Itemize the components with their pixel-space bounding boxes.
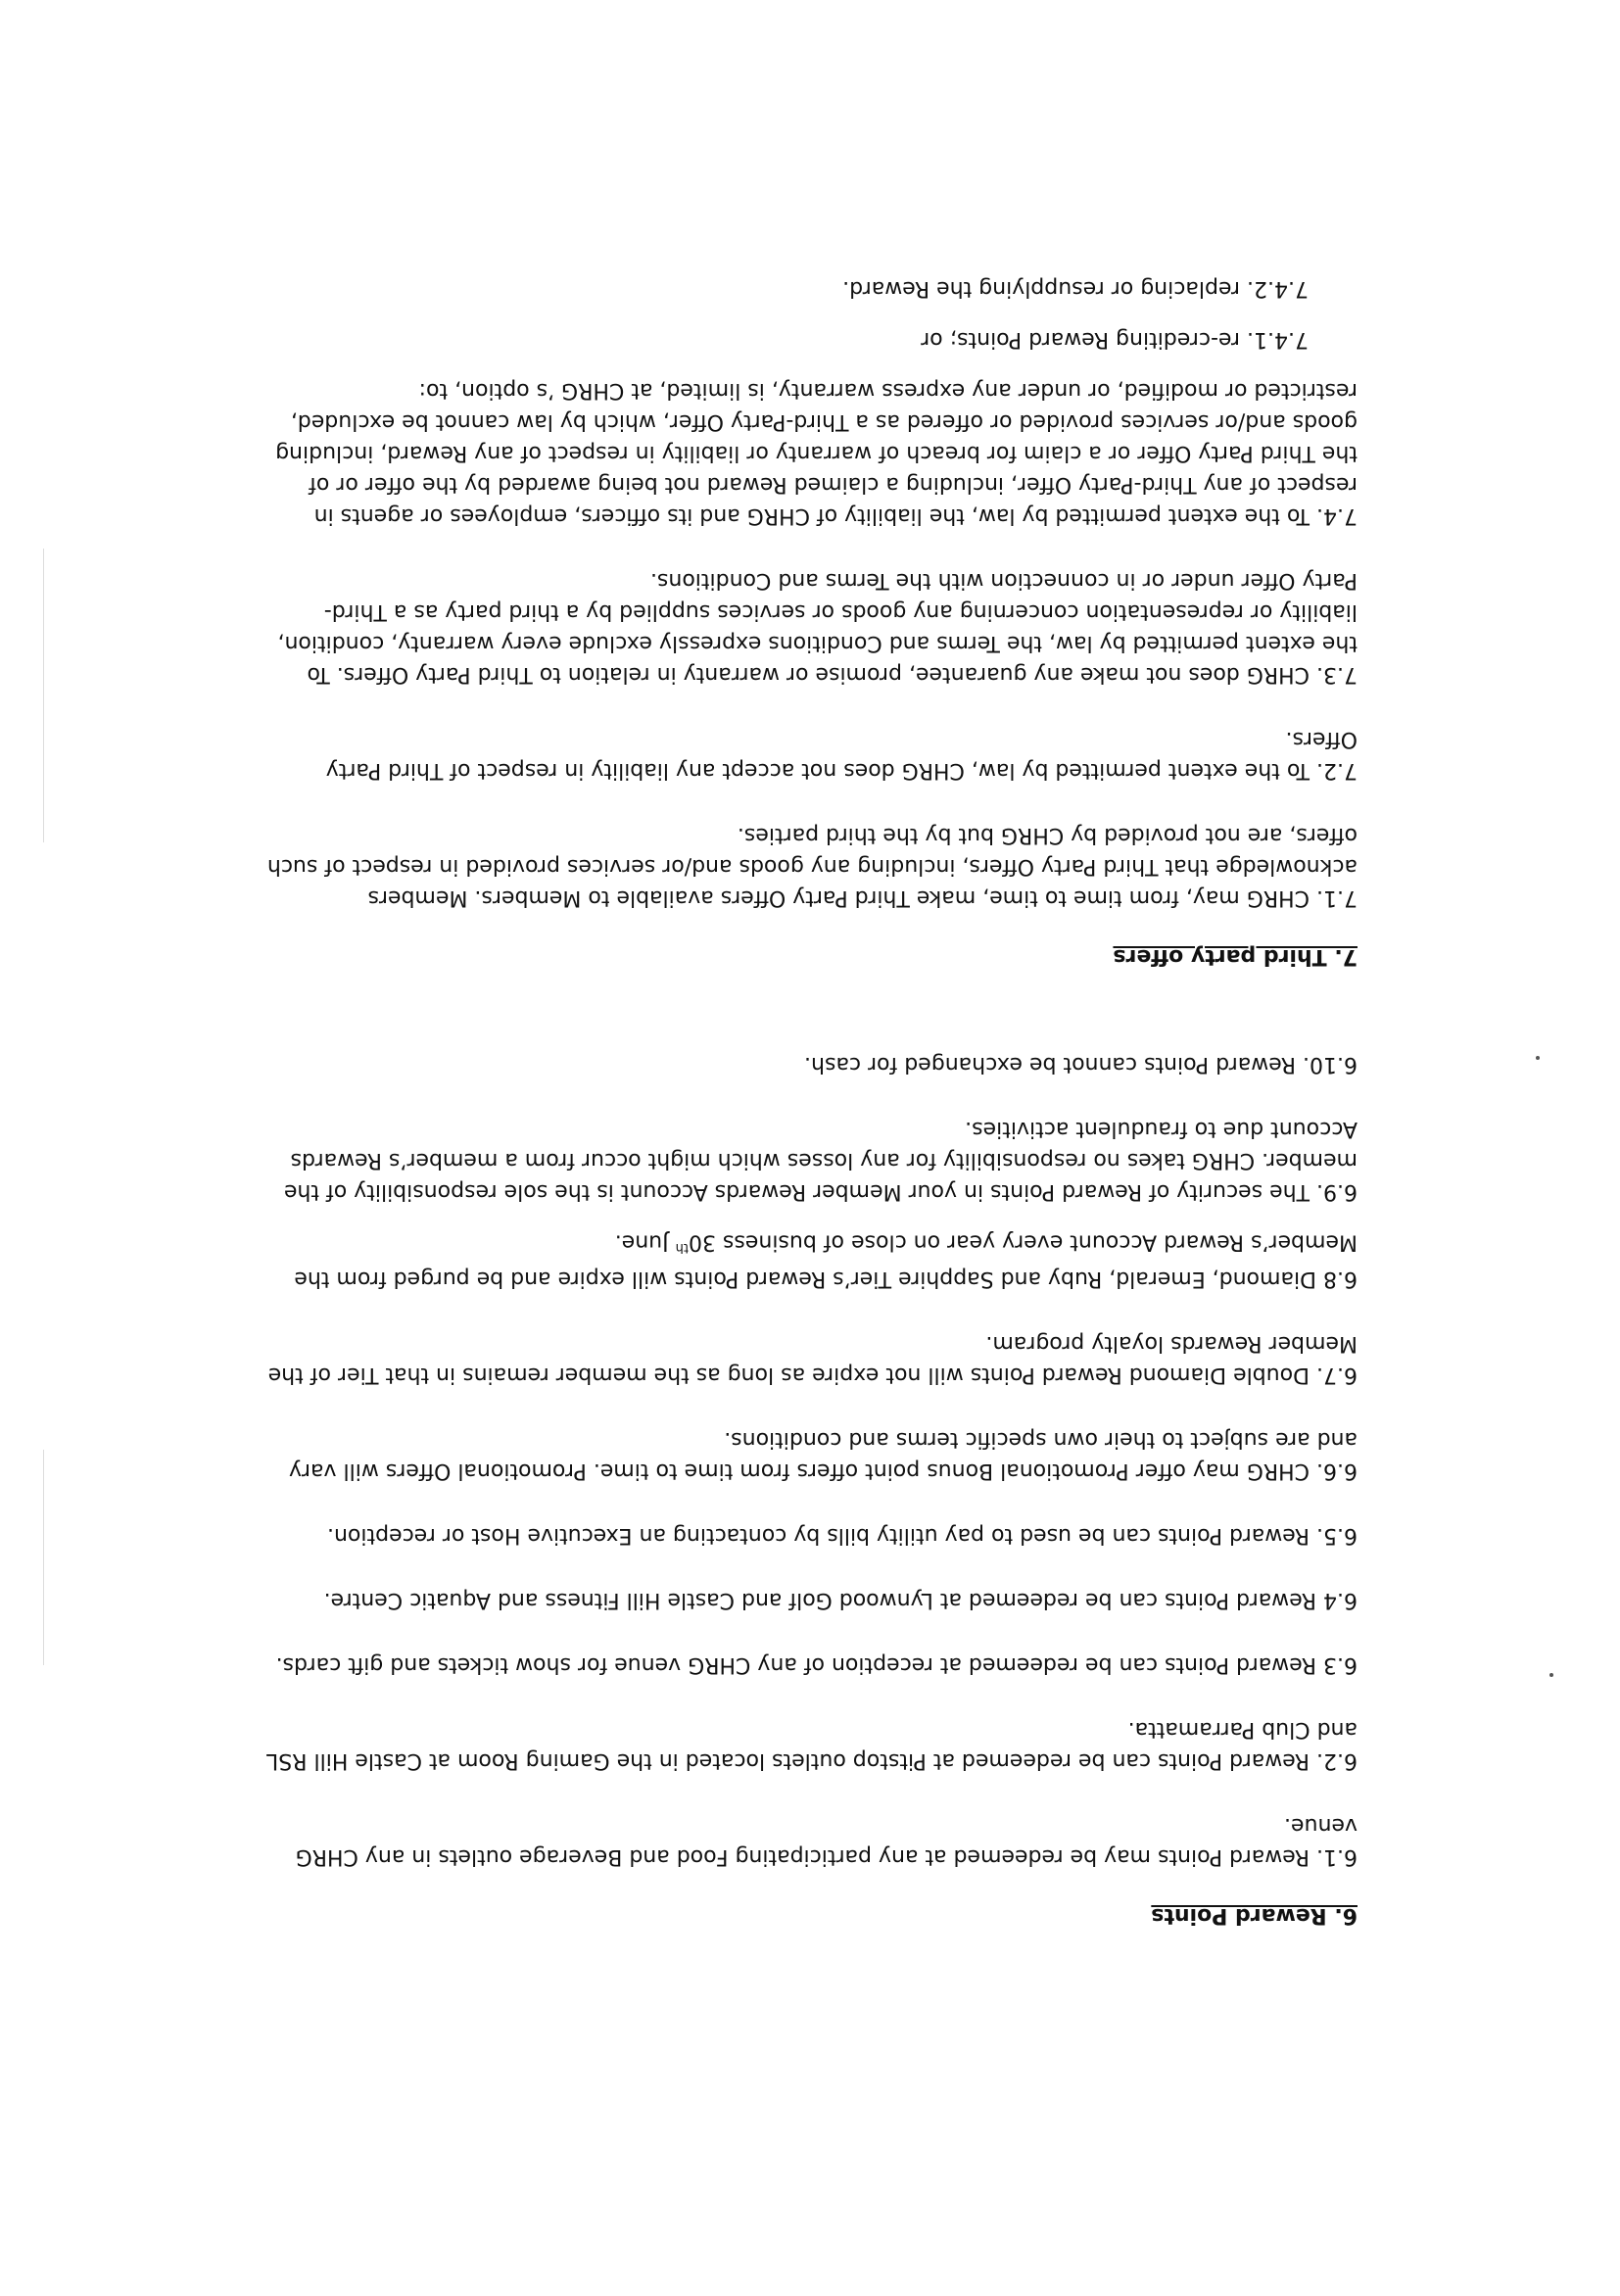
clause-6-8: 6.8 Diamond, Emerald, Ruby and Sapphire Tier’s Reward Points will expire and be purged from the Member’s Reward Account every year on close of business 30th June. <box>294 1229 1358 1291</box>
section-7-heading: 7. Third party offers <box>1113 943 1358 969</box>
clause-6-5: 6.5. Reward Points can be used to pay utility bills by contacting an Executive Host or reception. <box>327 1523 1358 1548</box>
clause-7-3: 7.3. CHRG does not make any guarantee, promise or warranty in relation to Third Party Offers. To the extent permitted by law, the Terms and Conditions expressly exclude every warranty, condition, liability or representation concerning any goods or services supplied by a third party as a Third- Party Offer under or in connection with the Terms and Conditions. <box>277 567 1358 687</box>
clause-6-1: 6.1. Reward Points may be redeemed at any participating Food and Beverage outlets in any CHRG venue. <box>295 1813 1358 1869</box>
clause-6-4: 6.4 Reward Points can be redeemed at Lynwood Golf and Castle Hill Fitness and Aquatic Centre. <box>323 1588 1358 1612</box>
clause-6-6: 6.6. CHRG may offer Promotional Bonus point offers from time to time. Promotional Offers will vary and are subject to their own specific terms and conditions. <box>288 1427 1358 1483</box>
clause-6-2: 6.2. Reward Points can be redeemed at Pitstop outlets located in the Gaming Room at Castle Hill RSL and Club Parramatta. <box>265 1717 1358 1773</box>
clause-6-3: 6.3 Reward Points can be redeemed at reception of any CHRG venue for show tickets and gift cards. <box>275 1652 1358 1677</box>
clause-7-4: 7.4. To the extent permitted by law, the liability of CHRG and its officers, employees or agents in respect of any Third-Party Offer, including a claimed Reward not being awarded by the offer or of the Third Party Offer or a claim for breach of warranty or liability in respect of any Reward, including goods and/or services provided or offered as a Third-Party Offer, which by law cannot be excluded, restricted or modified, or under any express warranty, is limited, at CHRG ’s option, to: <box>275 377 1358 528</box>
clause-6-10: 6.10. Reward Points cannot be exchanged for cash. <box>804 1051 1358 1076</box>
clause-7-2: 7.2. To the extent permitted by law, CHRG does not accept any liability in respect of Third Party Offers. <box>325 726 1358 783</box>
section-6-heading: 6. Reward Points <box>1151 1903 1358 1928</box>
document-body <box>221 272 1358 1929</box>
clause-7-4-2: 7.4.2. replacing or resupplying the Reward. <box>842 275 1309 301</box>
clause-6-9: 6.9. The security of Reward Points in your Member Rewards Account is the sole responsibility of the member. CHRG takes no responsibility for any losses which might occur from a member’s Rewards Account due to fraudulent activities. <box>283 1116 1358 1204</box>
clause-7-4-1: 7.4.1. re-crediting Reward Points; or <box>921 326 1309 352</box>
clause-6-7: 6.7. Double Diamond Reward Points will not expire as long as the member remains in that Tier of the Member Rewards loyalty program. <box>267 1331 1358 1387</box>
clause-7-1: 7.1. CHRG may, from time to time, make Third Party Offers available to Members. Members acknowledge that Third Party Offers, including any goods and/or services provided in respect of such offers, are not provided by CHRG but by the third parties. <box>266 822 1358 910</box>
